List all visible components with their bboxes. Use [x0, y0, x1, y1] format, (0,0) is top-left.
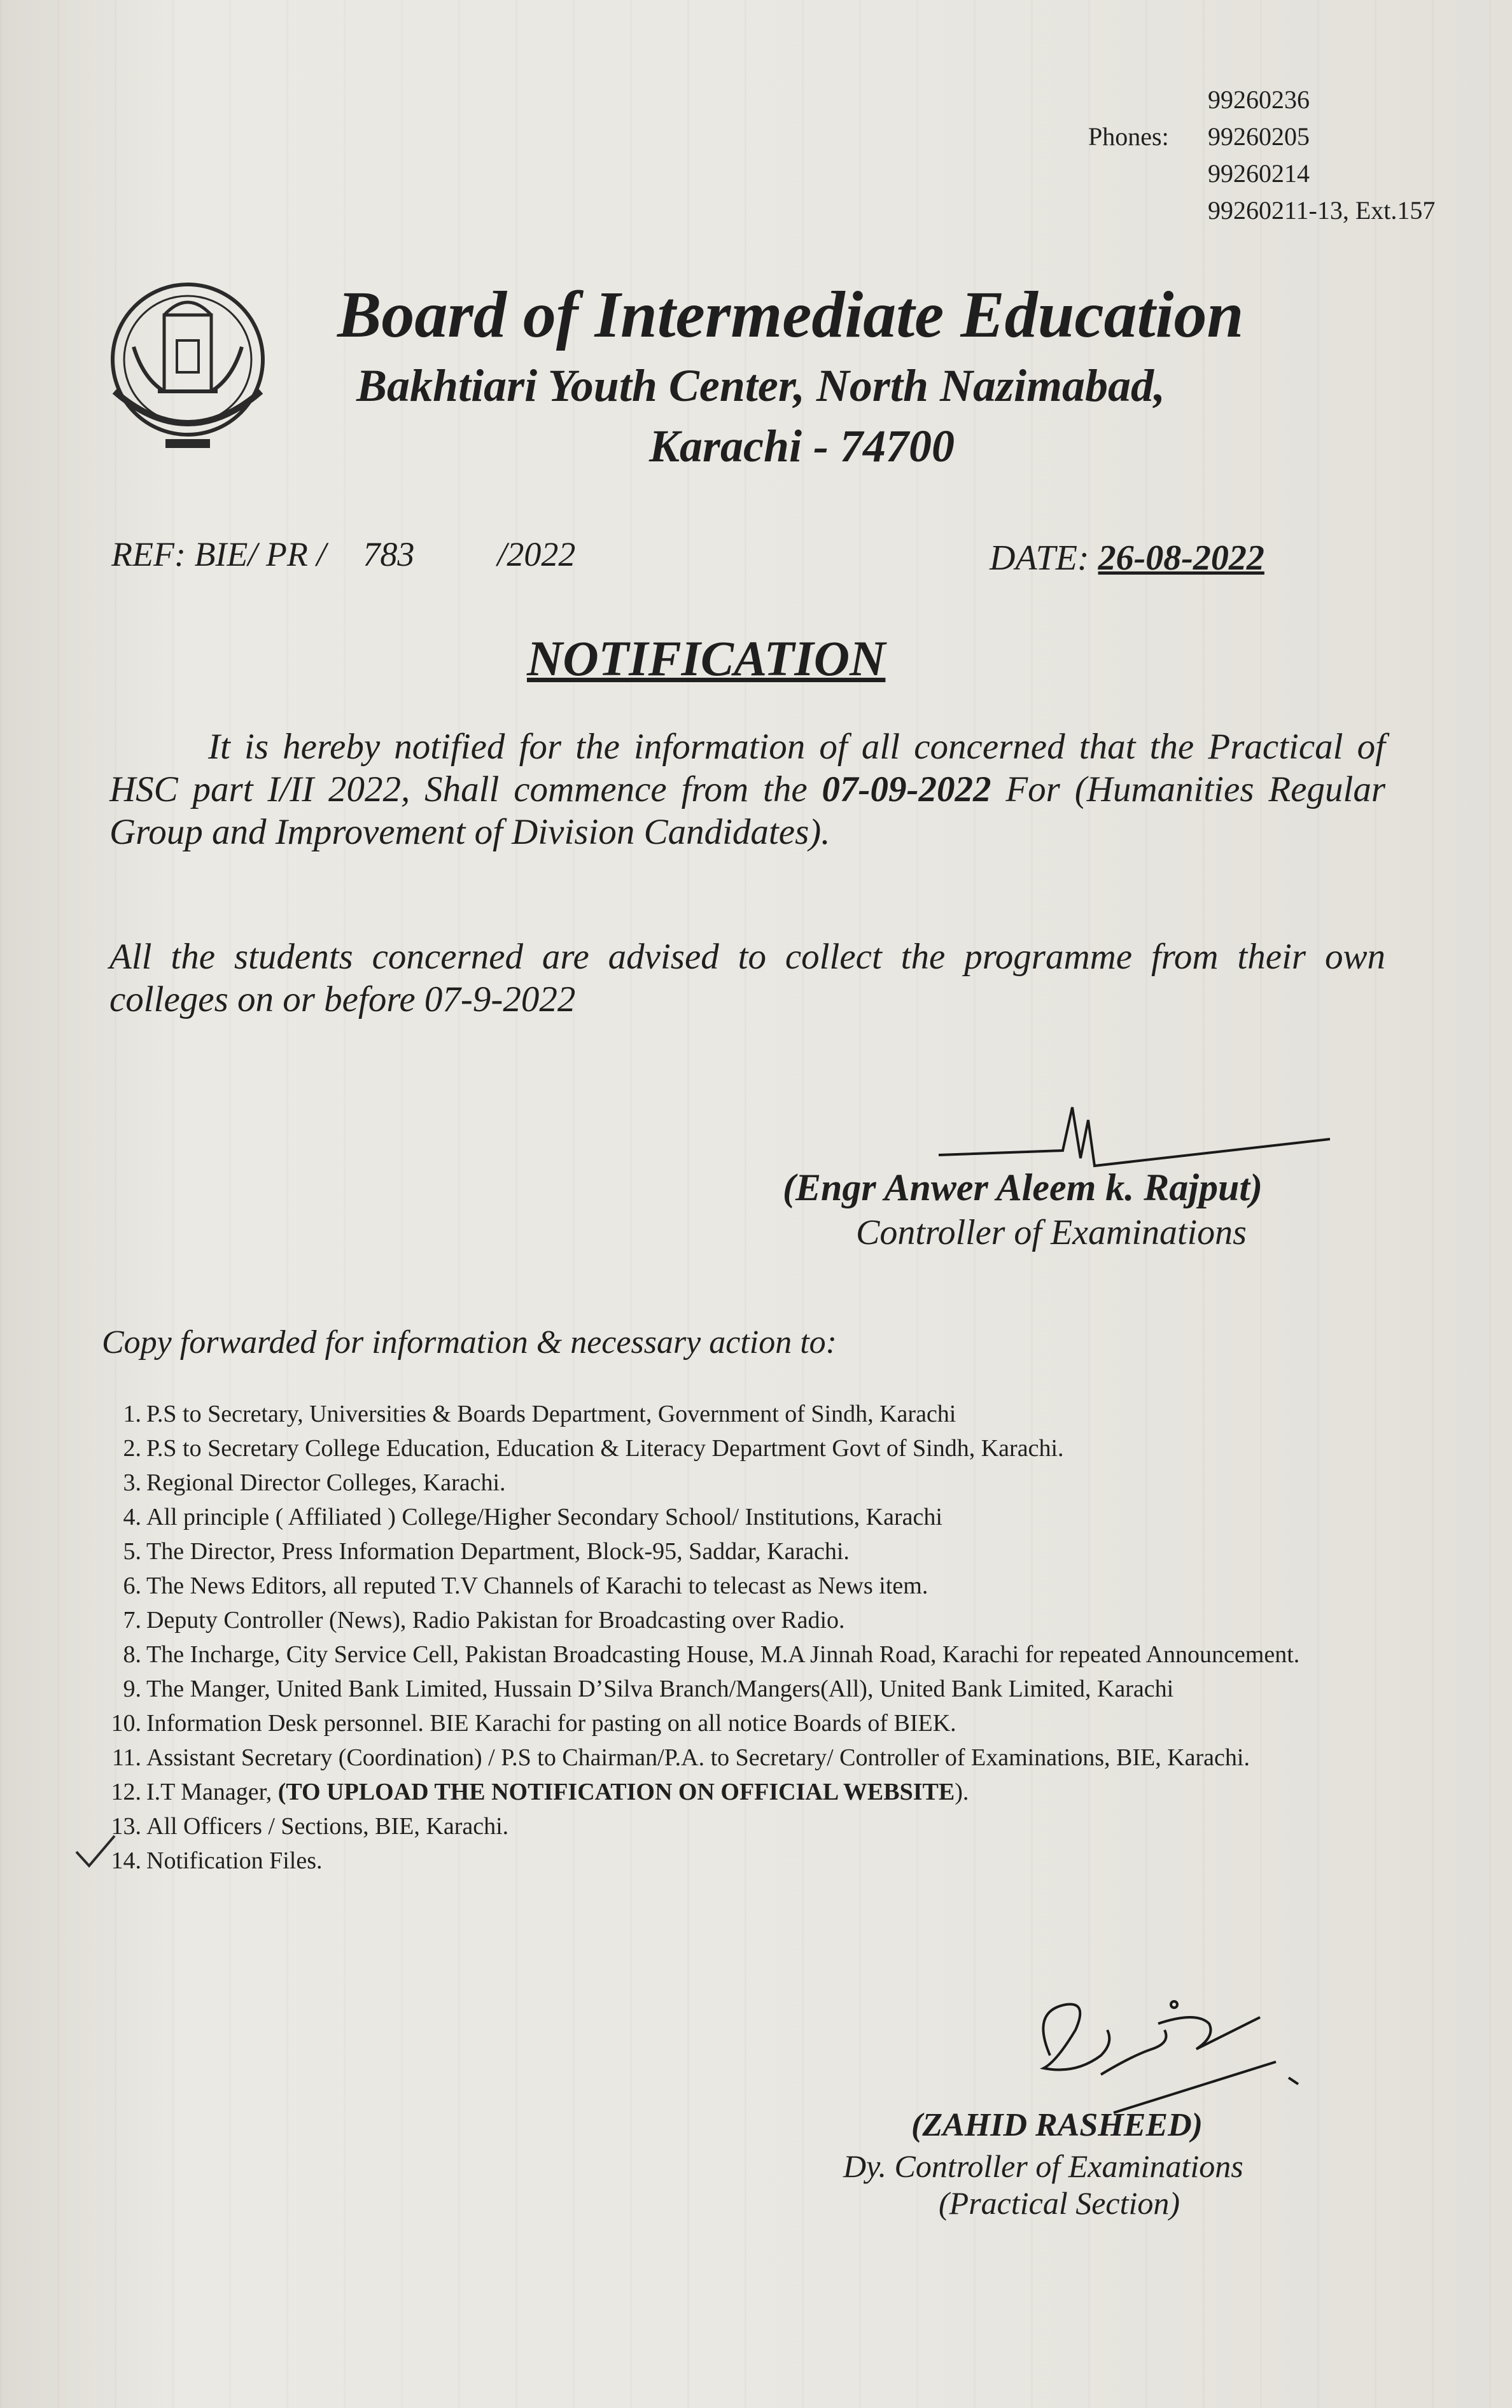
list-item [102, 1809, 1413, 1844]
item-number: 5. [123, 1538, 141, 1565]
item-number: 10. [111, 1710, 141, 1737]
signature-dy-controller [1005, 1960, 1324, 2119]
item-number: 7. [123, 1607, 141, 1634]
item-text: The Director, Press Information Department, Block-95, Saddar, Karachi. [146, 1538, 850, 1565]
item-number: 3. [123, 1469, 141, 1496]
item-text: The News Editors, all reputed T.V Channels of Karachi to telecast as News item. [146, 1572, 928, 1599]
list-item [102, 1397, 1413, 1431]
notification-heading: NOTIFICATION [527, 631, 886, 686]
item-text: Regional Director Colleges, Karachi. [146, 1469, 506, 1496]
controller-designation: Controller of Examinations [856, 1213, 1247, 1252]
item-text: The Manger, United Bank Limited, Hussain D’Silva Branch/Mangers(All), United Bank Limited, Karachi [146, 1676, 1174, 1702]
list-item [102, 1706, 1413, 1740]
list-item [102, 1637, 1413, 1672]
phone-number: 99260214 [1208, 159, 1310, 188]
notification-paragraph-1 [109, 725, 1385, 853]
p1-text-after: For (Humanities Regular Group and Improvement of Division Candidates). [109, 769, 1385, 852]
item-number: 14. [111, 1847, 141, 1874]
list-item [102, 1603, 1413, 1637]
item-number: 12. [111, 1779, 141, 1805]
list-item [102, 1466, 1413, 1500]
item-text: All Officers / Sections, BIE, Karachi. [146, 1813, 509, 1840]
copy-forwarded-heading: Copy forwarded for information & necessary action to: [102, 1324, 837, 1361]
ref-prefix: REF: BIE/ PR / [111, 535, 326, 573]
item-text: I.T Manager, [146, 1779, 278, 1805]
reference-number [111, 535, 575, 574]
list-item [102, 1775, 1413, 1809]
item-number: 8. [123, 1641, 141, 1668]
phone-number: 99260205 [1208, 122, 1310, 151]
phone-number: 99260236 [1208, 85, 1310, 114]
handwritten-tick-mark [73, 1833, 118, 1871]
dy-controller-designation: Dy. Controller of Examinations [843, 2148, 1243, 2184]
item-text-bold: (TO UPLOAD THE NOTIFICATION ON OFFICIAL WEBSITE [277, 1779, 955, 1805]
phones-label: Phones: [1088, 122, 1169, 151]
board-address: Bakhtiari Youth Center, North Nazimabad, [356, 360, 1166, 411]
list-item [102, 1569, 1413, 1603]
item-text: Assistant Secretary (Coordination) / P.S to Chairman/P.A. to Secretary/ Controller of Examinations, BIE, Karachi. [146, 1744, 1250, 1771]
list-item [102, 1500, 1413, 1534]
item-number: 11. [111, 1744, 141, 1771]
item-number: 6. [123, 1572, 141, 1599]
date-label: DATE: [990, 538, 1089, 578]
dy-controller-name: (ZAHID RASHEED) [911, 2107, 1203, 2143]
p1-text-before: It is hereby notified for the information of all concerned that the Practical of HSC part I/II 2022, Shall commence from the [109, 727, 1385, 809]
item-text: All principle ( Affiliated ) College/Higher Secondary School/ Institutions, Karachi [146, 1504, 942, 1530]
list-item [102, 1740, 1413, 1775]
phone-number: 99260211-13, Ext.157 [1208, 196, 1436, 225]
notification-date [990, 538, 1264, 578]
item-text: Notification Files. [146, 1847, 323, 1874]
board-seal-icon [89, 270, 286, 461]
list-item [102, 1844, 1413, 1878]
item-text: Deputy Controller (News), Radio Pakistan for Broadcasting over Radio. [146, 1607, 845, 1634]
item-text: The Incharge, City Service Cell, Pakistan Broadcasting House, M.A Jinnah Road, Karachi for repeated Announcement. [146, 1641, 1300, 1668]
item-text-after: ). [955, 1779, 969, 1805]
ref-number: 783 [363, 535, 415, 573]
item-text: P.S to Secretary, Universities & Boards Department, Government of Sindh, Karachi [146, 1401, 956, 1427]
item-number: 2. [123, 1435, 141, 1462]
notification-paragraph-2: All the students concerned are advised to collect the programme from their own colleges on or before 07-9-2022 [109, 937, 1385, 1019]
item-text: P.S to Secretary College Education, Education & Literacy Department Govt of Sindh, Karachi. [146, 1435, 1064, 1462]
item-number: 4. [123, 1504, 141, 1530]
date-value: 26-08-2022 [1098, 538, 1264, 578]
ref-year: /2022 [497, 535, 576, 573]
list-item [102, 1534, 1413, 1569]
item-text: Information Desk personnel. BIE Karachi for pasting on all notice Boards of BIEK. [146, 1710, 956, 1737]
controller-name: (Engr Anwer Aleem k. Rajput) [783, 1166, 1263, 1208]
list-item [102, 1431, 1413, 1466]
item-number: 9. [123, 1676, 141, 1702]
commencement-date: 07-09-2022 [822, 769, 991, 809]
list-item [102, 1672, 1413, 1706]
item-number: 1. [123, 1401, 141, 1427]
distribution-list [102, 1397, 1413, 1878]
board-title: Board of Intermediate Education [337, 278, 1244, 351]
dy-controller-section: (Practical Section) [939, 2185, 1180, 2221]
board-city: Karachi - 74700 [649, 421, 955, 472]
item-number: 13. [111, 1813, 141, 1840]
